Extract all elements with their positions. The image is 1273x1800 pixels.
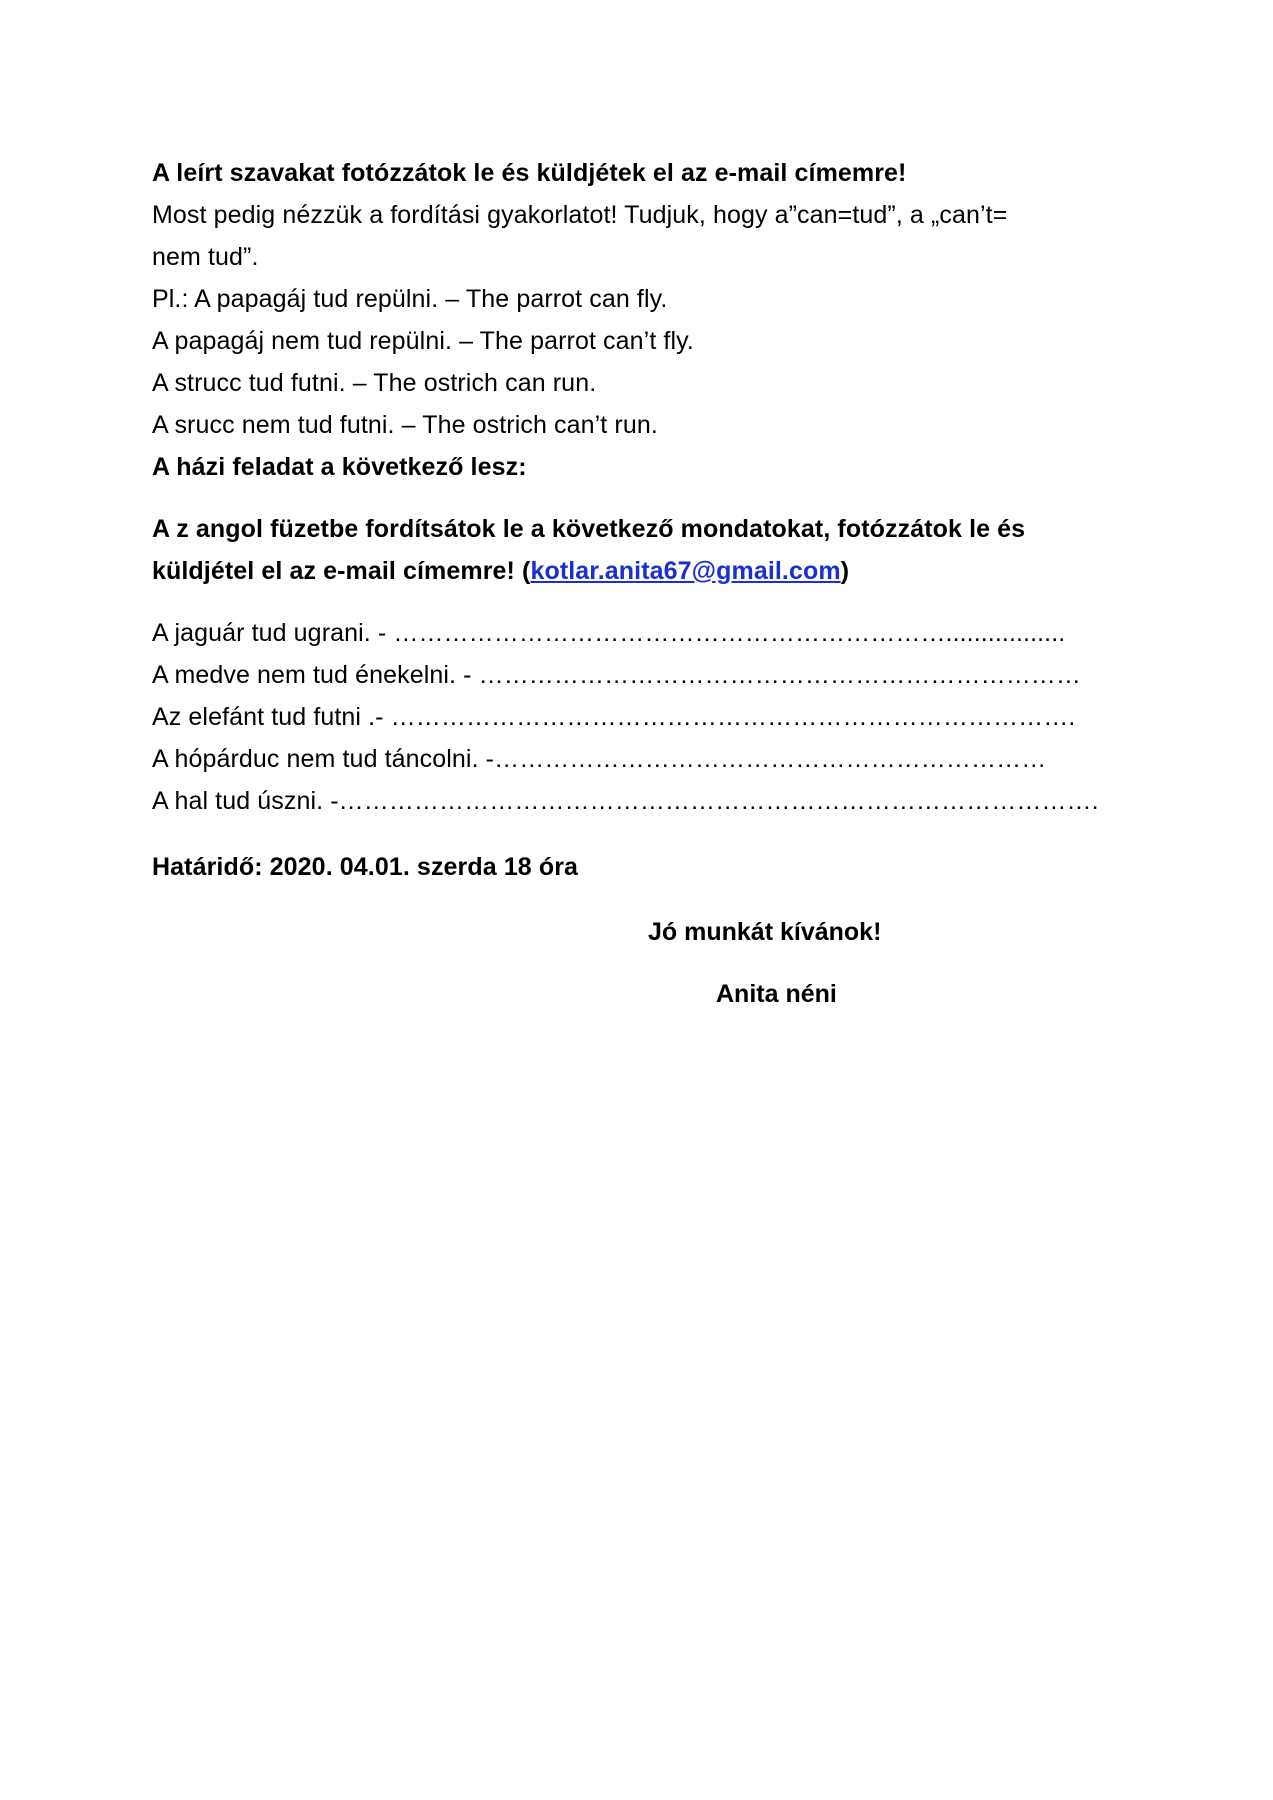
task-line-2-prefix: küldjétel el az e-mail címemre! (	[152, 557, 531, 585]
spacer	[152, 822, 1112, 846]
spacer	[152, 488, 1112, 508]
exercise-line-4: A hópárduc nem tud táncolni. -…………………………………………………………	[152, 745, 1047, 773]
closing-wish: Jó munkát kívánok!	[648, 918, 882, 946]
exercise-line-5: A hal tud úszni. -……………………………………………………………………………….	[152, 787, 1099, 815]
exercise-line-3: Az elefánt tud futni .- ……………………………………………………………………….	[152, 703, 1076, 731]
homework-title: A házi feladat a következő lesz:	[152, 453, 527, 481]
example-line-2: A papagáj nem tud repülni. – The parrot can’t fly.	[152, 327, 694, 355]
task-line-2-suffix: )	[840, 557, 850, 585]
heading: A leírt szavakat fotózzátok le és küldjétek el az e-mail címemre!	[152, 159, 907, 187]
email-link[interactable]: kotlar.anita67@gmail.com	[530, 557, 841, 585]
exercise-line-1: A jaguár tud ugrani. - ………………………………………………………….................	[152, 619, 1066, 647]
signature: Anita néni	[716, 980, 837, 1008]
exercise-line-2: A medve nem tud énekelni. - ………………………………………………………………	[152, 661, 1081, 689]
example-line-3: A strucc tud futni. – The ostrich can run.	[152, 369, 597, 397]
deadline: Határidő: 2020. 04.01. szerda 18 óra	[152, 853, 579, 881]
example-line-1: Pl.: A papagáj tud repülni. – The parrot can fly.	[152, 285, 668, 313]
example-line-4: A srucc nem tud futni. – The ostrich can’t run.	[152, 411, 658, 439]
intro-line-2: nem tud”.	[152, 243, 259, 271]
document-body	[152, 152, 1112, 888]
task-line-2	[152, 550, 1112, 592]
task-line-1: A z angol füzetbe fordítsátok le a következő mondatokat, fotózzátok le és	[152, 515, 1026, 543]
intro-line-1: Most pedig nézzük a fordítási gyakorlatot! Tudjuk, hogy a”can=tud”, a „can’t=	[152, 201, 1008, 229]
spacer	[152, 592, 1112, 612]
